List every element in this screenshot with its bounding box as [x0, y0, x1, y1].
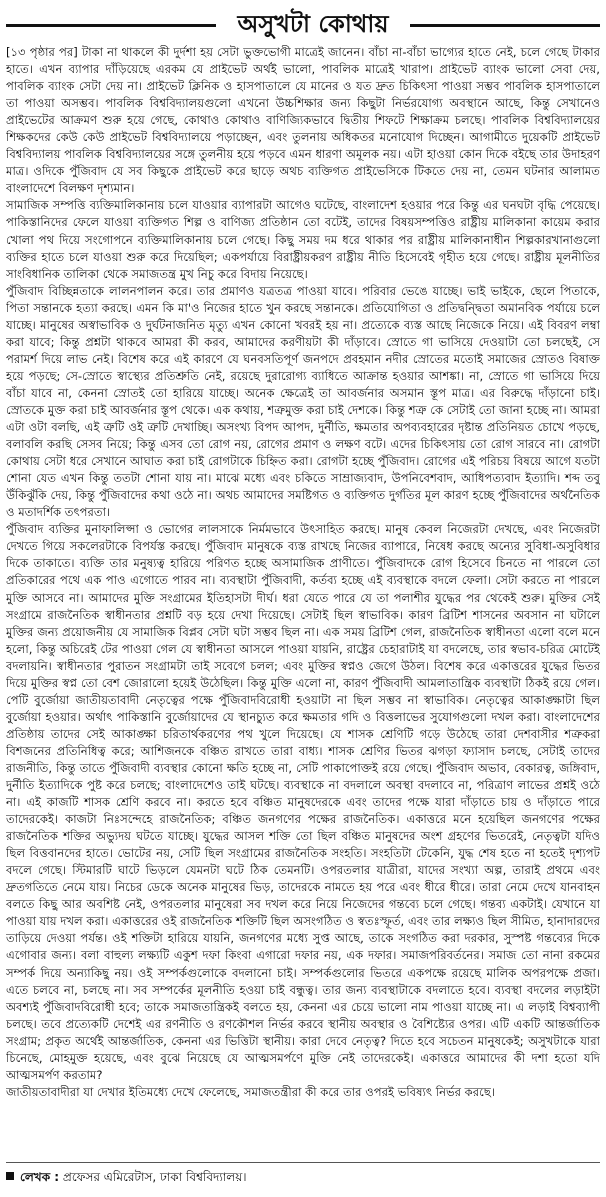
headline-rule-left	[6, 24, 216, 27]
article-paragraph: জাতীয়তাবাদীরা যা দেখার ইতিমধ্যে দেখে ফেলেছে, সমাজতন্ত্রীরা কী করে তার ওপরই ভবিষ্যৎ নির্ভর করছে।	[6, 1084, 496, 1099]
square-bullet-icon	[6, 1172, 14, 1180]
article-paragraph: পুঁজিবাদ ব্যক্তির মুনাফালিপ্সা ও ভোগের লালসাকে নির্মমভাবে উৎসাহিত করছে। মানুষ কেবল নিজেরটা দেখছে, এবং নিজেরটা দেখতে গিয়ে সকলেরটাকে বিপর্যস্ত করছে। পুঁজিবাদ মানুষকে ব্যস্ত রাখছে নিজের ব্যাপারে, নিষেধ করছে অন্যের সুবিধা-অসুবিধার দিকে তাকাতে। ব্যক্তি তার মনুষ্যত্ব হারিয়ে পরিণত হচ্ছে অসামাজিক প্রাণীতে। পুঁজিবাদকে রোগ হিসেবে চিনতে না পারলে তো প্রতিকারের পথে এক পাও এগোতে পারব না। ব্যবস্থাটা পুঁজিবাদী, কর্তব্য হচ্ছে এই ব্যবস্থাকে বদলে ফেলা। সেটা করতে না পারলে মুক্তি আসবে না। আমাদের মুক্তি সংগ্রামের ইতিহাসটা দীর্ঘ। ধরা যেতে পারে যে তা পলাশীর যুদ্ধের পর থেকেই শুরু। মুক্তির সেই সংগ্রামে রাজনৈতিক স্বাধীনতার প্রশ্নটি বড় হয়ে দেখা দিয়েছে। সেটাই ছিল স্বাভাবিক। কারণ ব্রিটিশ শাসনের অবসান না ঘটালে মুক্তির জন্য প্রয়োজনীয় যে সামাজিক বিপ্লব সেটা ঘটা সম্ভব ছিল না। এক সময় ব্রিটিশ গেল, রাজনৈতিক স্বাধীনতা এলো বলে মনে হলো, কিন্তু অচিরেই টের পাওয়া গেল যে স্বাধীনতা আসলে পাওয়া যায়নি, রাষ্ট্রের চেহারাটাই যা বদলেছে, তার স্বভাব-চরিত্র মোটেই বদলায়নি। স্বাধীনতার পুরাতন সংগ্রামটা তাই সবেগে চলল; এবং মুক্তির স্বপ্নও জেগে উঠল। বিশেষ করে একাত্তরের যুদ্ধের ভিতর দিয়ে মুক্তির স্বপ্ন তো বেশ জোরালো হয়েই উঠেছিল। কিন্তু মুক্তি এলো না, কারণ পুঁজিবাদী আমলাতান্ত্রিক ব্যবস্থাটা ঠিকই রয়ে গেল। পেটি বুর্জোয়া জাতীয়তাবাদী নেতৃত্বের পক্ষে পুঁজিবাদবিরোধী হওয়াটা না ছিল সম্ভব না স্বাভাবিক। নেতৃত্বের আকাঙ্ক্ষাটা ছিল বুর্জোয়া হওয়ার। অর্থাৎ পাকিস্তানি বুর্জোয়াদের যে স্থানচ্যুত করে ক্ষমতার গদি ও বিত্তলাভের সুযোগগুলো দখল করা। বাংলাদেশের প্রতিষ্ঠায় তাদের সেই আকাঙ্ক্ষা চরিতার্থকরণের পথ খুলে দিয়েছে। যে শাসক শ্রেণিটি গড়ে উঠেছে তারা দেশবাসীর শত্রুকরা বিশজনের প্রতিনিধিত্ব করে; আশিজনকে বঞ্চিত রাখতে তারা বাধ্য। শাসক শ্রেণির ভিতর ঝগড়া ফ্যাসাদ চলছে, সেটাই তাদের রাজনীতি, কিন্তু তাতে পুঁজিবাদী ব্যবস্থার কোনো ক্ষতি হচ্ছে না, সেটি পাকাপোক্তই রয়ে গেছে। পুঁজিবাদ অভাব, বেকারত্ব, জঙ্গিবাদ, দুর্নীতি ইত্যাদিকে পুষ্ট করে চলছে; বাংলাদেশেও তাই ঘটছে। ব্যবস্থাকে না বদলালে অবস্থা বদলাবে না, পরিত্রাণ লাভের প্রশ্নই ওঠে না। এই কাজটি শাসক শ্রেণি করবে না। করতে হবে বঞ্চিত মানুষদেরকে এবং তাদের পক্ষে যারা দাঁড়াতে চায় ও দাঁড়াতে পারে তাদেরকেই। কাজটা নিঃসন্দেহে রাজনৈতিক; বঞ্চিত জনগণের পক্ষের রাজনৈতিক। একাত্তরে মনে হয়েছিল জনগণের পক্ষের রাজনৈতিক শক্তির অভ্যুদয় ঘটতে যাচ্ছে। যুদ্ধের আসল শক্তি তো ছিল বঞ্চিত মানুষদের অংশ গ্রহণের ভিতরেই, নেতৃত্বটা যদিও ছিল বিত্তবানদের হাতে। ভোটের নয়, সেটি ছিল সংগ্রামের রাজনৈতিক সংহতি। সংহতিটা টেকেনি, যুদ্ধ শেষ হতে না হতেই দৃশ্যপট বদলে গেছে। স্টিমারটি ঘাটে ভিড়লে যেমনটা ঘটে ঠিক তেমনটি। ওপরতলার যাত্রীরা, যাদের সংখ্যা অল্প, তারাই প্রথমে এবং দ্রুতগতিতে নেমে যায়। নিচের ডেকে অনেক মানুষের ভিড়, তাদেরকে নামতে হয় পরে এবং ধীরে ধীরে। তারা নেমে দেখে যানবাহন বলতে কিছু আর অবশিষ্ট নেই, ওপরতলার মানুষেরা সব দখল করে নিয়ে নিজেদের গন্তব্যে চলে গেছে। গন্তব্য একটাই। যেখানে যা পাওয়া যায় দখল করা। একাত্তরের ওই রাজনৈতিক শক্তিটি ছিল অসংগঠিত ও স্বতঃস্ফূর্ত, এবং তার লক্ষ্যও ছিল সীমিত, হানাদারদের তাড়িয়ে দেওয়া পর্যন্ত। ওই শক্তিটা হারিয়ে যায়নি, জনগণের মধ্যে সুপ্ত আছে, তাকে সংগঠিত করা দরকার, সুস্পষ্ট গন্তব্যের দিকে এগোবার জন্য। বলা বাহুল্য লক্ষ্যটি একুশ দফা কিংবা এগারো দফার নয়, এক দফার। সমাজপরিবর্তনের। সমাজ তো নানা রকমের সম্পর্ক দিয়ে অন্যাকিছু নয়। ওই সম্পর্কগুলোকে বদলানো চাই। সম্পর্কগুলোর ভিতরে একপক্ষে রয়েছে মালিক অপরপক্ষে প্রজা। এতে চলবে না, চলছে না। সব সম্পর্কের মূলনীতি হওয়া চাই বন্ধুত্ব। তার জন্য ব্যবস্থাটাকে বদলাতে হবে। ব্যবস্থা বদলের লড়াইটা অবশ্যই পুঁজিবাদবিরোধী হবে; তাকে সমাজতান্ত্রিকই বলতে হয়, কেননা এর চেয়ে ভালো নাম পাওয়া যাচ্ছে না। এ লড়াই বিশ্বব্যাপী চলছে। তবে প্রত্যেকটি দেশেই এর রণনীতি ও রণকৌশল নির্ভর করবে স্থানীয় অবস্থার ও বৈশিষ্ট্যের ওপর। এটি একটি আন্তর্জাতিক সংগ্রাম; প্রকৃত অর্থেই আন্তর্জাতিক, কেননা এর ভিত্তিটা স্থানীয়। কারা দেবে নেতৃত্ব? দিতে হবে সচেতন মানুষকেই; অসুখটাকে যারা চিনেছে, মোহমুক্ত হয়েছে, এবং বুঝে নিয়েছে যে আত্মসমর্পণে মুক্তি নেই তাদেরকেই। একাত্তরে আমাদের কী দশা হতো যদি আত্মসমর্পণ করতাম?	[6, 522, 600, 1082]
article-paragraph: পুঁজিবাদ বিচ্ছিন্নতাকে লালনপালন করে। তার প্রমাণও যত্রতত্র পাওয়া যাবে। পরিবার ভেঙে যাচ্ছে। ভাই ভাইকে, ছেলে পিতাকে, পিতা সন্তানকে হত্যা করছে। এমন কি মা'ও নিজের হাতে খুন করছে সন্তানকে। প্রতিযোগিতা ও প্রতিদ্বন্দ্বিতা অমানবিক পর্যায়ে চলে যাচ্ছে। মানুষের অস্বাভাবিক ও দুর্ঘটনাজনিত মৃত্যু এখন কোনো খবরই হয় না। প্রত্যেকে ব্যস্ত আছে নিজেকে নিয়ে। এই বিবরণ লম্বা করা যাবে; কিন্তু প্রশ্নটা থাকবে আমরা কী করব, আমাদের করণীয়টা কী দাঁড়াবে। স্রোতে গা ভাসিয়ে দেওয়াটা তো চলছেই, সে পরামর্শ দিয়ে লাভ নেই। বিশেষ করে এই কারণে যে ঘনবসতিপূর্ণ জনপদে প্রবহমান নদীর স্রোতের মতোই সমাজের স্রোতও বিষাক্ত হয়ে পড়ছে; সে-স্রোতে স্বাস্থ্যের প্রতিশ্রুতি নেই, রয়েছে দুরারোগ্য ব্যাধিতে আক্রান্ত হওয়ার আশঙ্কা। না, স্রোতে গা ভাসিয়ে দিয়ে বাঁচা যাবে না, কেননা স্রোতই তো হারিয়ে যাচ্ছে। অনেক ক্ষেত্রেই তা আবর্জনার অসমান স্তূপ মাত্র। এর বিরুদ্ধে দাঁড়ানো চাই। স্রোতকে মুক্ত করা চাই আবর্জনার স্তূপ থেকে। এক কথায়, শত্রুমুক্ত করা চাই দেশকে। কিন্তু শত্রু কে সেটাই তো জানা হচ্ছে না। আমরা এটা ওটা বলছি, এই ত্রুটি ওই ত্রুটি দেখাচ্ছি। অসংখ্য বিপদ আপদ, দুর্নীতি, ক্ষমতার অপব্যবহারের দৃষ্টান্ত প্রতিনিয়ত চোখে পড়ছে, বলাবলি করছি সেসব নিয়ে; কিন্তু এসব তো রোগ নয়, রোগের প্রমাণ ও লক্ষণ বটে। এদের চিকিৎসায় তো রোগ সারবে না। রোগটা কোথায় সেটা ধরে সেখানে আঘাত করা চাই রোগটাকে চিহ্নিত করা। রোগটা হচ্ছে পুঁজিবাদ। রোগের এই পরিচয় বিষয়ে আগে যতটা শোনা যেত এখন কিন্তু ততটা শোনা যায় না। মাঝে মধ্যে এবং চকিতে সাম্রাজ্যবাদ, উপনিবেশবাদ, আধিপত্যবাদ ইত্যাদি। শব্দ তবু উঁকিঝুঁকি দেয়, কিন্তু পুঁজিবাদের কথা ওঠে না। অথচ আমাদের সমষ্টিগত ও ব্যক্তিগত দুর্গতির মূল কারণ হচ্ছে পুঁজিবাদের অর্থনৈতিক ও মতাদর্শিক তৎপরতা।	[6, 283, 600, 520]
headline-rule-right	[410, 24, 600, 27]
article-paragraph: [১৩ পৃষ্ঠার পর] টাকা না থাকলে কী দুর্দশা হয় সেটা ভুক্তভোগী মাত্রেই জানেন। বাঁচা না-বাঁচা ভাগ্যের হাতে নেই, চলে গেছে টাকার হাতে। এখন ব্যাপার দাঁড়িয়েছে এরকম যে প্রাইভেট অর্থই ভালো, পাবলিক মাত্রেই খারাপ। প্রাইভেট ব্যাংক ভালো সেবা দেয়, পাবলিক ব্যাংক সেটা দেয় না। প্রাইভেট ক্লিনিক ও হাসপাতালে যে মানের ও যত দ্রুত চিকিৎসা পাওয়া সম্ভব পাবলিক হাসপাতালে তা পাওয়া অসম্ভব। পাবলিক বিশ্ববিদ্যালয়গুলো এখনো উচ্চশিক্ষার জন্য কিছুটা নির্ভরযোগ্য অবস্থানে আছে, কিন্তু সেখানেও প্রাইভেটের আক্রমণ শুরু হয়ে গেছে, কোথাও কোথাও বাণিজ্যিকভাবে দ্বিতীয় শিফটে শিক্ষাক্রম চলছে। পাবলিক বিশ্ববিদ্যালয়ের শিক্ষকদের কেউ কেউ প্রাইভেট বিশ্ববিদ্যালয়ে পড়াচ্ছেন, এবং তুলনায় অধিকতর মনোযোগ দিচ্ছেন। আগামীতে দুয়েকটি প্রাইভেট বিশ্ববিদ্যালয় পাবলিক বিশ্ববিদ্যালয়ের সঙ্গে তুলনীয় হয়ে পড়বে এমন ধারণা অমূলক নয়। এটা হাওয়া কোন দিকে বইছে তার উদাহরণ মাত্র। ওদিকে পুঁজিবাদ যে সব কিছুকে প্রাইভেট করে ছাড়ে অথচ ব্যক্তিগত প্রাইভেসিকে টিকতে দেয় না, তেমন ঘটনার আলামত বাংলাদেশে বিলক্ষণ দৃশ্যমান।	[6, 45, 600, 196]
article-paragraph: সামাজিক সম্পত্তি ব্যক্তিমালিকানায় চলে যাওয়ার ব্যাপারটা আগেও ঘটেছে, বাংলাদেশ হওয়ার পরে কিন্তু এর ঘনঘটা বৃদ্ধি পেয়েছে। পাকিস্তানিদের ফেলে যাওয়া ব্যক্তিগত শিল্প ও বাণিজ্য প্রতিষ্ঠান তো বটেই, তাদের বিষয়সম্পত্তিও রাষ্ট্রীয় মালিকানা কায়েম করার খোলা পথ দিয়ে সংগোপনে ব্যক্তিমালিকানায় চলে গেছে। কিছু সময় দম ধরে থাকার পর রাষ্ট্রীয় মালিকানাধীন শিল্পকারখানাগুলো ব্যক্তির হাতে চলে যাওয়া শুরু করে দিয়েছিল; একপর্যায়ে বিরাষ্ট্রীয়করণ রাষ্ট্রীয় নীতি হিসেবেই গৃহীত হয়ে গেছে। রাষ্ট্রীয় মূলনীতির সাংবিধানিক তালিকা থেকে সমাজতন্ত্র মুখ নিচু করে বিদায় নিয়েছে।	[6, 198, 600, 281]
article-body	[6, 44, 600, 1156]
headline-row	[6, 6, 600, 42]
author-divider	[6, 1162, 600, 1163]
author-label: লেখক :	[20, 1170, 60, 1184]
article-title: অসুখটা কোথায়	[237, 9, 389, 38]
author-text: প্রফেসর এমিরেটাস, ঢাকা বিশ্ববিদ্যালয়।	[62, 1170, 247, 1184]
author-line	[6, 1166, 600, 1188]
